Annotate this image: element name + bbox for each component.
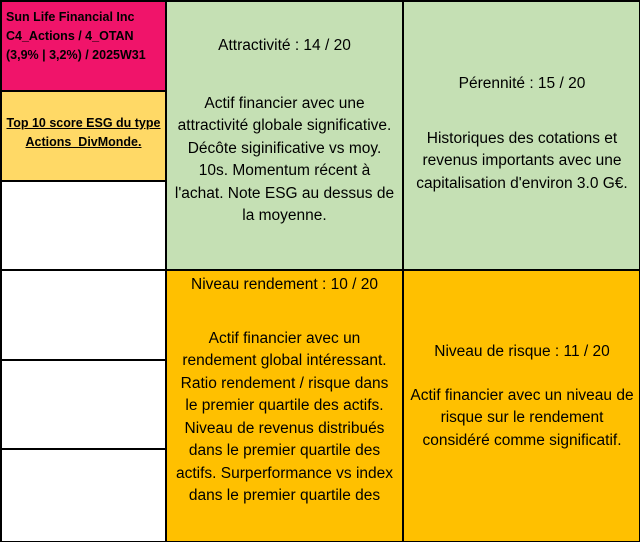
risque-title: Niveau de risque : 11 / 20 xyxy=(434,343,610,360)
asset-name: Sun Life Financial Inc xyxy=(6,10,135,24)
blank-cell xyxy=(1,360,166,449)
asset-title-cell xyxy=(1,1,166,91)
risque-cell xyxy=(403,270,640,542)
blank-cell xyxy=(1,270,166,360)
rendement-cell xyxy=(166,270,403,542)
ranking-subtitle: Top 10 score ESG du type Actions_DivMonde. xyxy=(6,116,161,149)
perennite-cell xyxy=(403,1,640,270)
attractivite-title: Attractivité : 14 / 20 xyxy=(218,37,351,54)
ranking-subtitle-cell xyxy=(1,91,166,181)
asset-period: (3,9% | 3,2%) / 2025W31 xyxy=(6,48,146,62)
perennite-title: Pérennité : 15 / 20 xyxy=(458,75,586,92)
asset-category: C4_Actions / 4_OTAN xyxy=(6,29,134,43)
rendement-text: Actif financier avec un rendement global intéressant. Ratio rendement / risque dans le premier quartile des actifs. Niveau de revenus distribués dans le premier quartile des actifs. Surperformance vs index dans le premier quartile des xyxy=(175,329,394,504)
perennite-text: Historiques des cotations et revenus importants avec une capitalisation d'environ 3.0 G€. xyxy=(416,129,628,192)
attractivite-cell xyxy=(166,1,403,270)
blank-cell xyxy=(1,449,166,542)
attractivite-text: Actif financier avec une attractivité globale significative. Décôte siginificative vs moy. 10s. Momentum récent à l'achat. Note ESG au dessus de la moyenne. xyxy=(174,94,395,224)
risque-text: Actif financier avec un niveau de risque sur le rendement considéré comme significatif. xyxy=(410,386,634,449)
blank-cell xyxy=(1,181,166,270)
rendement-title: Niveau rendement : 10 / 20 xyxy=(191,276,378,293)
